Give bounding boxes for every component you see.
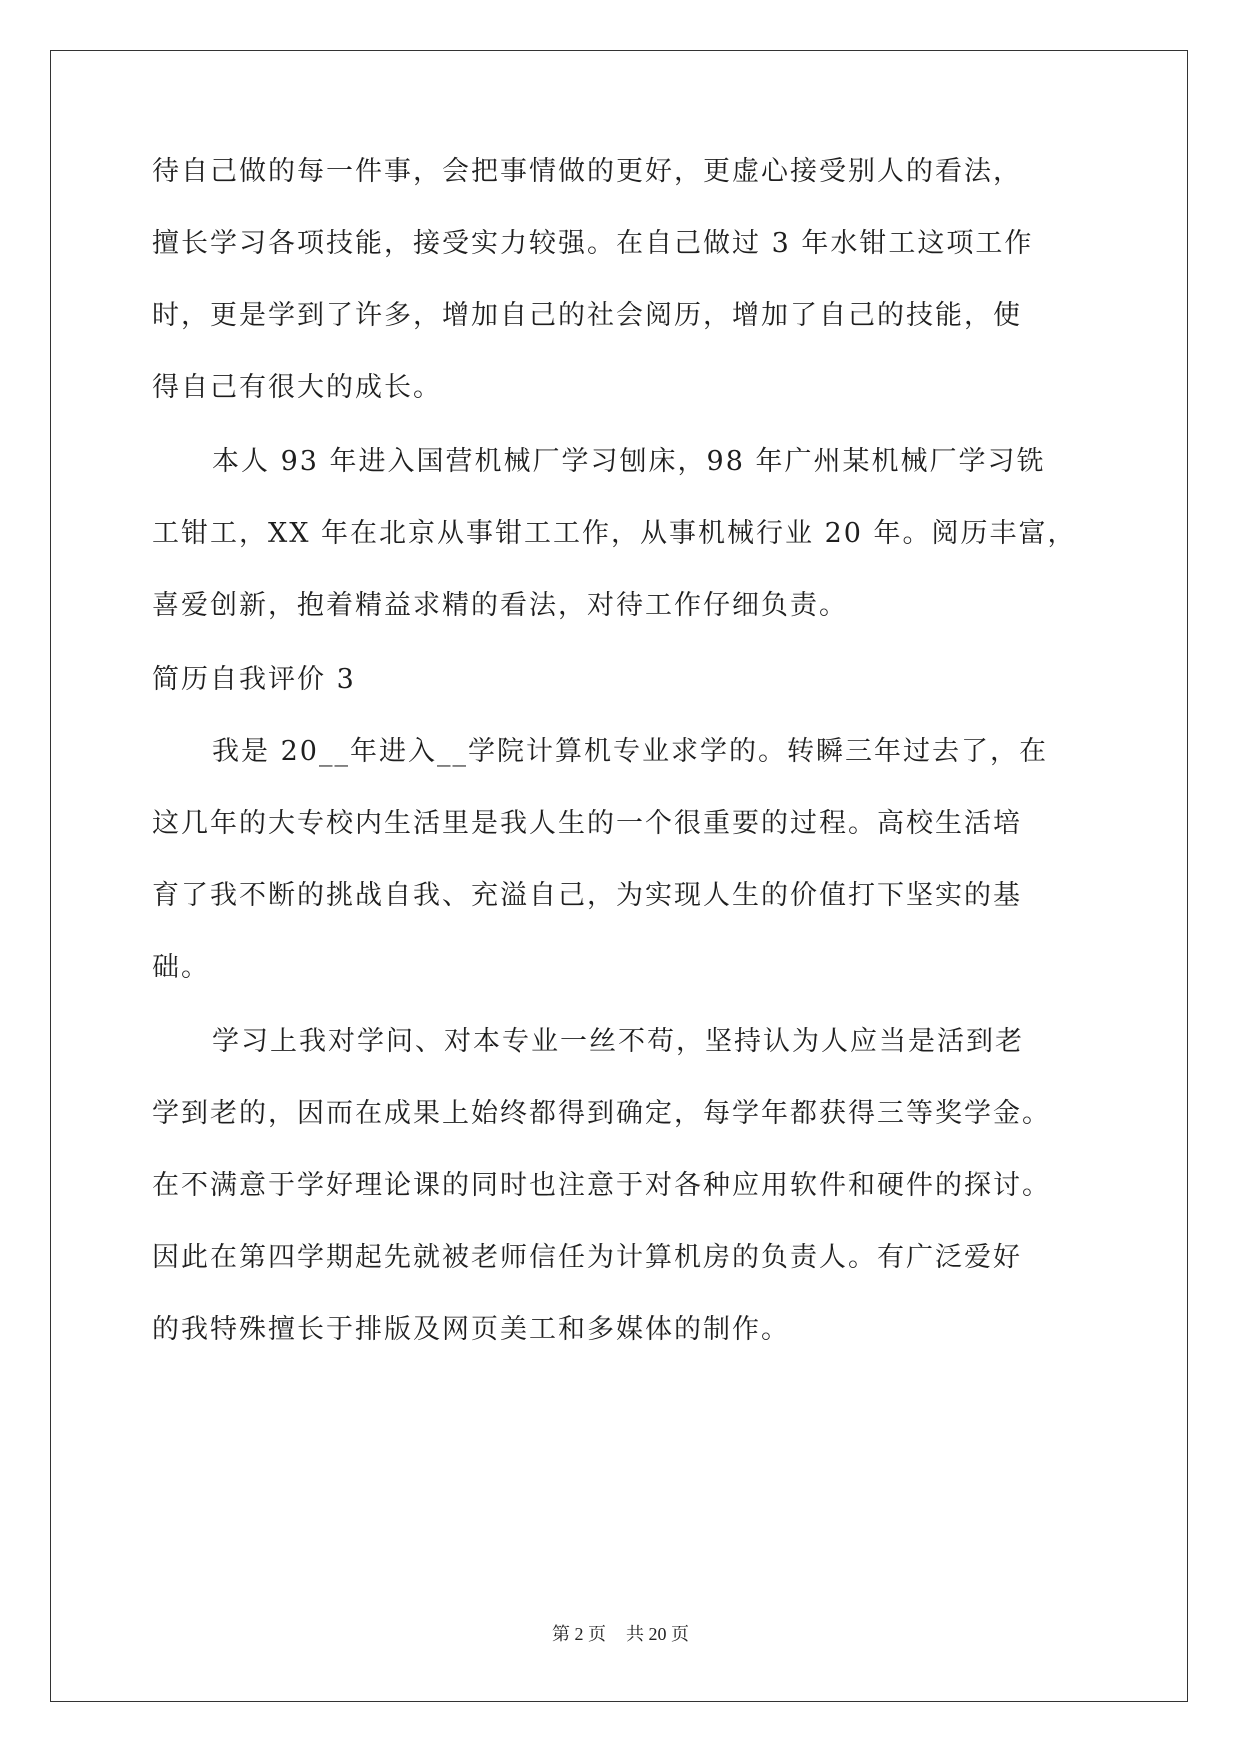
text-line: 工钳工，XX 年在北京从事钳工工作，从事机械行业 20 年。阅历丰富， xyxy=(152,518,1077,549)
paragraph-start-line: 本人 93 年进入国营机械厂学习刨床，98 年广州某机械厂学习铣 xyxy=(212,446,1046,477)
text-line: 时，更是学到了许多，增加自己的社会阅历，增加了自己的技能，使 xyxy=(152,300,1022,331)
text-line: 喜爱创新，抱着精益求精的看法，对待工作仔细负责。 xyxy=(152,590,848,621)
text-line: 育了我不断的挑战自我、充溢自己，为实现人生的价值打下坚实的基 xyxy=(152,880,1022,911)
text-line: 在不满意于学好理论课的同时也注意于对各种应用软件和硬件的探讨。 xyxy=(152,1170,1051,1201)
page-number: 第 2 页 xyxy=(552,1624,606,1644)
text-line: 因此在第四学期起先就被老师信任为计算机房的负责人。有广泛爱好 xyxy=(152,1242,1022,1273)
text-line: 的我特殊擅长于排版及网页美工和多媒体的制作。 xyxy=(152,1314,790,1345)
text-line: 待自己做的每一件事，会把事情做的更好，更虚心接受别人的看法， xyxy=(152,156,1022,187)
page-total: 共 20 页 xyxy=(626,1624,689,1644)
section-heading: 简历自我评价 3 xyxy=(152,664,356,695)
page-footer xyxy=(0,1620,1241,1646)
paragraph-start-line: 学习上我对学问、对本专业一丝不苟，坚持认为人应当是活到老 xyxy=(212,1026,1024,1057)
text-line: 得自己有很大的成长。 xyxy=(152,372,442,403)
text-line: 擅长学习各项技能，接受实力较强。在自己做过 3 年水钳工这项工作 xyxy=(152,228,1034,259)
text-line: 础。 xyxy=(152,952,210,983)
text-line: 这几年的大专校内生活里是我人生的一个很重要的过程。高校生活培 xyxy=(152,808,1022,839)
text-line: 学到老的，因而在成果上始终都得到确定，每学年都获得三等奖学金。 xyxy=(152,1098,1051,1129)
paragraph-start-line: 我是 20__年进入__学院计算机专业求学的。转瞬三年过去了，在 xyxy=(212,736,1048,767)
